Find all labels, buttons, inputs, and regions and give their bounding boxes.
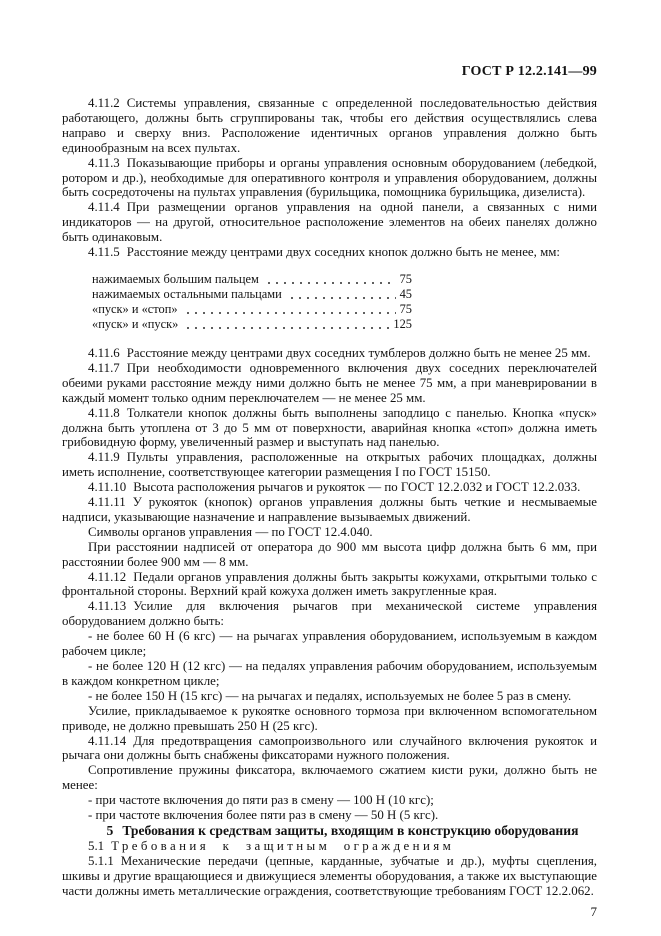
page-number: 7 [590, 903, 597, 919]
clause-number: 4.11.3 [88, 155, 120, 170]
standard-designation-header: ГОСТ Р 12.2.141—99 [461, 64, 597, 79]
clause-text: Сопротивление пружины фиксатора, включаемого сжатием кисти руки, должно быть не менее: [62, 763, 597, 793]
section-title: Требования к средствам защиты, входящим в конструкцию оборудования [122, 822, 579, 838]
spring-resistance-note [62, 763, 597, 793]
clause-number: 4.11.9 [88, 450, 120, 465]
list-item-label: «пуск» и «стоп» [92, 301, 178, 316]
clause-text: - не более 60 Н (6 кгс) — на рычагах управления оборудованием, используемым в каждом рабочем цикле; [62, 629, 597, 659]
list-item-label: нажимаемых большим пальцем [92, 271, 259, 286]
clause-text: Толкатели кнопок должны быть выполнены заподлицо с панелью. Кнопка «пуск» должна быть утоплена от 3 до 5 мм от поверхности, аварийная кнопка «стоп» должна иметь грибовидную форму, увеличенный размер и выступать над панелью. [62, 405, 597, 450]
list-item [92, 317, 412, 332]
clause-4-11-4 [62, 200, 597, 245]
list-item [92, 272, 412, 287]
clause-text: Показывающие приборы и органы управления основным оборудованием (лебедкой, ротором и др.), необходимые для оперативного контроля и управления оборудованием, должны быть сосредоточены на пультах управления (бурильщика, помощника бурильщика, дизелиста). [62, 155, 597, 200]
list-item-value: 75 [399, 301, 412, 316]
clause-number: 4.11.8 [88, 405, 120, 420]
clause-4-11-2 [62, 96, 597, 156]
clause-text: - не более 120 Н (12 кгс) — на педалях управления рабочим оборудованием, используемым в каждом конкретном цикле; [62, 659, 597, 688]
list-item-label: «пуск» и «пуск» [92, 316, 179, 331]
clause-number: 5.1.1 [88, 853, 114, 868]
clause-number: 4.11.10 [88, 480, 127, 495]
subsection-title: Требования к защитным ограждениям [111, 838, 455, 853]
section-number: 5 [106, 822, 114, 838]
dot-leader [184, 311, 396, 315]
clause-text: Системы управления, связанные с определенной последовательностью действия работающего, должны быть сгруппированы так, чтобы его действия осуществлялись слева направо и сверху вниз. Расположение идентичных органов управления должно быть единообразным на всех пультах. [62, 96, 597, 155]
clause-4-11-8 [62, 406, 597, 451]
clause-4-11-14 [62, 734, 597, 764]
clause-4-11-12 [62, 570, 597, 600]
clause-text: Пульты управления, расположенные на открытых рабочих площадках, должны иметь исполнение, соответствующее категории размещения I по ГОСТ 15150. [62, 450, 597, 480]
dot-leader [184, 326, 389, 330]
clause-4-11-6 [62, 346, 597, 361]
subsection-number: 5.1 [88, 838, 105, 853]
clause-number: 4.11.2 [88, 96, 120, 110]
list-item-value: 125 [393, 316, 412, 331]
clause-text: При расстоянии надписей от оператора до 900 мм высота цифр должна быть 6 мм, при расстоянии более 900 мм — 8 мм. [62, 539, 597, 569]
list-item [92, 287, 412, 302]
clause-number: 4.11.6 [88, 345, 120, 360]
clause-4-11-9 [62, 450, 597, 480]
clause-5-1-1 [62, 854, 597, 899]
clause-4-11-5 [62, 245, 597, 260]
clause-text: Усилие, прикладываемое к рукоятке основного тормоза при включенном вспомогательном приводе, не должно превышать 250 Н (25 кгс). [62, 703, 597, 733]
clause-text: При необходимости одновременного включения двух соседних переключателей обеими руками расстояние между ними должно быть не менее 75 мм, а при маневрировании в каждый момент только одним переключателем — не менее 25 мм. [62, 360, 597, 405]
clause-text: Расстояние между центрами двух соседних кнопок должно быть не менее, мм: [126, 245, 560, 260]
clause-number: 4.11.4 [88, 200, 120, 215]
frequency-item-1 [62, 793, 597, 808]
list-item-value: 45 [399, 286, 412, 301]
clause-text: - не более 150 Н (15 кгс) — на рычагах и педалях, используемых не более 5 раз в смену. [88, 688, 572, 703]
clause-text: - при частоте включения до пяти раз в смену — 100 Н (10 кгс); [88, 793, 434, 808]
clause-label-height-note [62, 540, 597, 570]
clause-text: - при частоте включения более пяти раз в смену — 50 Н (5 кгс). [88, 808, 439, 823]
clause-4-11-3 [62, 156, 597, 201]
clause-number: 4.11.7 [88, 360, 120, 375]
force-item-levers [62, 629, 597, 659]
force-item-pedals [62, 659, 597, 689]
clause-number: 4.11.11 [88, 495, 126, 510]
section-5-heading [62, 823, 597, 839]
clause-text: Механические передачи (цепные, карданные, зубчатые и др.), муфты сцепления, шкивы и другие вращающиеся и движущиеся элементы оборудования, а также их выступающие части должны иметь металлические ограждения, соответствующие требованиям ГОСТ 12.2.062. [62, 853, 597, 898]
force-item-rare-use [62, 689, 597, 704]
list-item-value: 75 [399, 271, 412, 286]
clause-number: 4.11.5 [88, 245, 120, 260]
clause-symbols-note [62, 525, 597, 540]
dot-leader [265, 281, 396, 285]
frequency-item-2 [62, 808, 597, 823]
clause-text: Усилие для включения рычагов при механической системе управления оборудованием должно быть: [62, 599, 597, 629]
clause-text: Высота расположения рычагов и рукояток — по ГОСТ 12.2.032 и ГОСТ 12.2.033. [133, 480, 581, 495]
clause-4-11-13 [62, 599, 597, 629]
clause-text: У рукояток (кнопок) органов управления должны быть четкие и несмываемые надписи, указывающие назначение и направление вызываемых движений. [62, 495, 597, 524]
dot-leader [288, 296, 396, 300]
clause-text: Педали органов управления должны быть закрыты кожухами, открытыми только с фронтальной стороны. Верхний край кожуха должен иметь закругленные края. [62, 569, 597, 599]
clause-number: 4.11.14 [88, 733, 127, 748]
clause-number: 4.11.13 [88, 599, 127, 614]
button-spacing-list [92, 272, 412, 332]
clause-text: Для предотвращения самопроизвольного или случайного включения рукояток и рычага они должны быть снабжены фиксаторами нужного положения. [62, 733, 597, 763]
clause-4-11-11 [62, 495, 597, 525]
clause-text: Расстояние между центрами двух соседних тумблеров должно быть не менее 25 мм. [126, 345, 591, 360]
clause-number: 4.11.12 [88, 569, 127, 584]
list-item [92, 302, 412, 317]
document-body [62, 96, 597, 920]
clause-text: При размещении органов управления на одной панели, а связанных с ними индикаторов — на другой, относительное расположение элементов на обеих панелях должно быть одинаковым. [62, 200, 597, 245]
list-item-label: нажимаемых остальными пальцами [92, 286, 282, 301]
clause-text: Символы органов управления — по ГОСТ 12.4.040. [88, 524, 373, 539]
clause-4-11-7 [62, 361, 597, 406]
subsection-5-1-heading [62, 839, 597, 854]
clause-4-11-10 [62, 480, 597, 495]
brake-handle-note [62, 704, 597, 734]
